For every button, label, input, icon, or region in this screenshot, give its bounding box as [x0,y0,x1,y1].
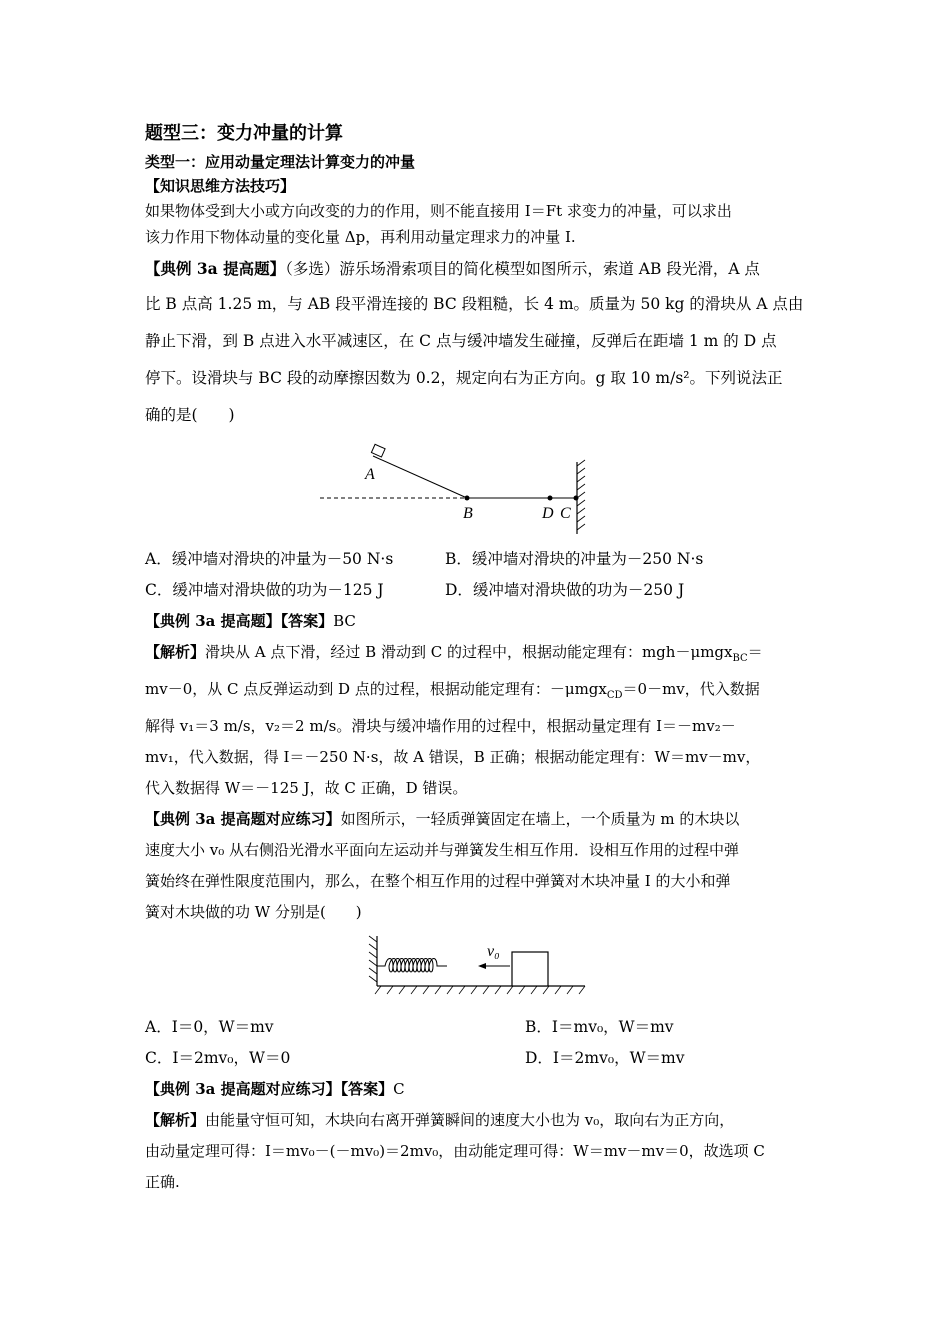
tips-line-1: 如果物体受到大小或方向改变的力的作用，则不能直接用 I＝Ft 求变力的冲量，可以求出 [145,202,732,220]
example-1-option-c: C．缓冲墙对滑块做的功为－125 J [145,581,384,599]
example-1-line-5: 确的是( ) [145,406,235,424]
example-1-line-2: 比 B 点高 1.25 m，与 AB 段平滑连接的 BC 段粗糙，长 4 m。质量为 50 kg 的滑块从 A 点由 [145,295,804,313]
example-1-analysis [145,637,810,804]
label-c: C [560,505,571,522]
example-1-option-d: D．缓冲墙对滑块做的功为－250 J [445,581,685,599]
incline-line [373,456,467,498]
example-1-analysis-text-1: 滑块从 A 点下滑，经过 B 滑动到 C 的过程中，根据动能定理有：mgh－μmgx [205,643,733,661]
example-2-options-row-2 [145,1043,810,1074]
spring-diagram [145,928,810,1012]
example-1 [145,252,810,434]
example-2-answer-tag: 【典例 3a 提高题对应练习】【答案】 [145,1080,394,1098]
example-1-analysis-line-3: 解得 v₁＝3 m/s，v₂＝2 m/s。滑块与缓冲墙作用的过程中，根据动量定理有 I＝－mv₂－ [145,717,736,735]
spring-figure [145,928,810,1012]
example-1-option-b: B．缓冲墙对滑块的冲量为－250 N·s [445,550,704,568]
point-d [548,496,553,501]
slide-figure [145,434,810,544]
tips-heading: 【知识思维方法技巧】 [145,177,296,195]
wall-hatching [577,460,585,530]
ground-hatching [375,986,585,994]
example-2-line-3: 簧始终在弹性限度范围内，那么，在整个相互作用的过程中弹簧对木块冲量 I 的大小和弹 [145,872,731,890]
velocity-label: v₀ [487,943,500,960]
point-c [574,496,579,501]
point-b [465,496,470,501]
example-2-answer-value: C [393,1080,405,1098]
example-1-answer-value: BC [333,612,356,630]
example-2-option-c: C．I＝2mv₀，W＝0 [145,1049,291,1067]
example-2 [145,804,810,928]
example-2-line-2: 速度大小 v₀ 从右侧沿光滑水平面向左运动并与弹簧发生相互作用．设相互作用的过程中弹 [145,841,740,859]
example-1-options-row-1 [145,544,810,575]
spring-coil [377,959,447,973]
example-2-tag: 【典例 3a 提高题对应练习】 [145,810,341,828]
example-1-line-1 [145,252,810,286]
subscript-bc: BC [732,653,748,664]
example-1-analysis-tag: 【解析】 [145,643,206,661]
spring-wall-hatching [369,936,377,982]
example-1-tag: 【典例 3a 提高题】 [145,259,286,278]
wood-block [512,952,548,986]
label-b: B [463,505,473,522]
slider-block [371,444,385,457]
example-1-text-1: （多选）游乐场滑索项目的简化模型如图所示，索道 AB 段光滑，A 点 [285,260,760,278]
slide-diagram [145,434,810,544]
example-2-options-row-1 [145,1012,810,1043]
example-2-option-d: D．I＝2mv₀，W＝mv [525,1049,685,1067]
example-2-option-a: A．I＝0，W＝mv [145,1018,274,1036]
example-1-analysis-line-1 [145,637,810,674]
example-1-analysis-text-3: ＝0－mv，代入数据 [622,680,760,698]
label-a: A [365,466,375,483]
example-1-line-3: 静止下滑，到 B 点进入水平减速区，在 C 点与缓冲墙发生碰撞，反弹后在距墙 1 m 的 D 点 [145,332,777,350]
document-page [145,120,810,1198]
type-subtitle: 类型一：应用动量定理法计算变力的冲量 [145,153,416,171]
example-2-analysis-tag: 【解析】 [145,1111,206,1129]
tips-line-2: 该力作用下物体动量的变化量 Δp，再利用动量定理求力的冲量 I. [145,228,576,246]
example-2-analysis-line-3: 正确. [145,1173,180,1191]
example-2-answer [145,1074,810,1105]
example-2-analysis-line-2: 由动量定理可得：I＝mv₀－(－mv₀)＝2mv₀，由动能定理可得：W＝mv－mv＝0，故选项 C [145,1142,765,1160]
example-1-options-row-2 [145,575,810,606]
section-title: 题型三：变力冲量的计算 [145,123,343,144]
example-1-answer-tag: 【典例 3a 提高题】【答案】 [145,612,334,630]
label-d: D [542,505,554,522]
example-2-option-b: B．I＝mv₀，W＝mv [525,1018,674,1036]
example-2-line-4: 簧对木块做的功 W 分别是( ) [145,903,362,921]
example-1-answer [145,606,810,637]
example-1-analysis-text-eq: ＝ [747,643,763,661]
example-2-analysis [145,1105,810,1198]
example-2-analysis-line-1 [145,1105,810,1136]
example-2-analysis-text-1: 由能量守恒可知，木块向右离开弹簧瞬间的速度大小也为 v₀，取向右为正方向， [205,1111,735,1129]
example-1-analysis-line-2 [145,674,810,711]
velocity-arrowhead [478,963,486,969]
example-1-analysis-line-4: mv₁，代入数据，得 I＝－250 N·s，故 A 错误，B 正确；根据动能定理有：W＝mv－mv， [145,748,761,766]
example-2-text-1: 如图所示，一轻质弹簧固定在墙上，一个质量为 m 的木块以 [340,810,740,828]
example-1-analysis-text-2: mv－0，从 C 点反弹运动到 D 点的过程，根据动能定理有：－μmgx [145,680,607,698]
example-1-analysis-line-5: 代入数据得 W＝－125 J，故 C 正确，D 错误。 [145,779,468,797]
example-1-option-a: A．缓冲墙对滑块的冲量为－50 N·s [145,550,394,568]
subscript-cd: CD [606,690,623,701]
example-2-line-1 [145,804,810,835]
example-1-line-4: 停下。设滑块与 BC 段的动摩擦因数为 0.2，规定向右为正方向。g 取 10 m/s²。下列说法正 [145,369,783,387]
